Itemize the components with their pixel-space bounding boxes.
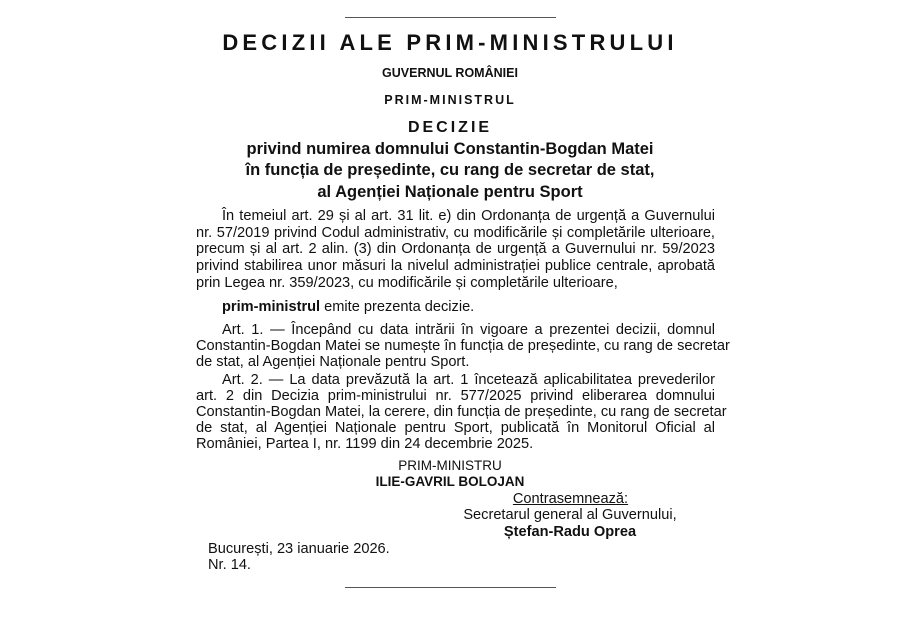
preamble-line: precum și al art. 2 alin. (3) din Ordonanța de urgență a Guvernului nr. 59/2023 (196, 241, 715, 257)
art1-line: Art. 1. — Începând cu data intrării în vigoare a prezentei decizii, domnul (222, 322, 715, 338)
art2-line: Art. 2. — La data prevăzută la art. 1 încetează aplicabilitatea prevederilor (222, 372, 715, 388)
signature-role: PRIM-MINISTRU (398, 458, 502, 473)
issuer-role: PRIM-MINISTRUL (384, 93, 516, 107)
art2-line: de stat, al Agenției Naționale pentru Sport, publicată în Monitorul Oficial al (196, 420, 715, 436)
subject-line: privind numirea domnului Constantin-Bogdan Matei (246, 140, 654, 158)
art2-line: art. 2 din Decizia prim-ministrului nr. 577/2025 privind eliberarea domnului (196, 388, 715, 404)
issuer: GUVERNUL ROMÂNIEI (382, 66, 518, 80)
top-rule (345, 17, 556, 18)
preamble-line: În temeiul art. 29 și al art. 31 lit. e) din Ordonanța de urgență a Guvernului (222, 208, 715, 224)
doc-type: DECIZIE (407, 119, 493, 136)
preamble-line: privind stabilirea unor măsuri la nivelul administrației publice centrale, aprobată (196, 258, 715, 274)
preamble-line: nr. 57/2019 privind Codul administrativ, cu modificările și completările ulterioare, (196, 225, 715, 241)
subject-line: al Agenției Naționale pentru Sport (317, 183, 583, 201)
art2-line: României, Partea I, nr. 1199 din 24 decembrie 2025. (196, 436, 534, 452)
countersign-name: Ștefan-Radu Oprea (503, 524, 637, 540)
art1-line: de stat, al Agenției Naționale pentru Sport. (196, 354, 470, 370)
bottom-rule (345, 587, 556, 588)
subject-line: în funcția de președinte, cu rang de secretar de stat, (245, 161, 655, 179)
section-title: DECIZII ALE PRIM-MINISTRULUI (222, 30, 678, 55)
emits-bold: prim-ministrul (222, 299, 321, 315)
emits-line (222, 299, 474, 315)
art2-line: Constantin-Bogdan Matei, la cerere, din funcția de președinte, cu rang de secretar (196, 404, 727, 420)
emits-rest: emite prezenta decizie. (320, 299, 475, 315)
preamble-line: prin Legea nr. 359/2023, cu modificările și completările ulterioare, (196, 275, 618, 291)
signature-name: ILIE-GAVRIL BOLOJAN (375, 474, 525, 489)
place-date: București, 23 ianuarie 2026. (208, 541, 390, 557)
countersign-role: Secretarul general al Guvernului, (463, 507, 677, 523)
countersign-label: Contrasemnează: (512, 491, 629, 507)
decision-number: Nr. 14. (208, 557, 251, 573)
art1-line: Constantin-Bogdan Matei se numește în funcția de președinte, cu rang de secretar (196, 338, 730, 354)
